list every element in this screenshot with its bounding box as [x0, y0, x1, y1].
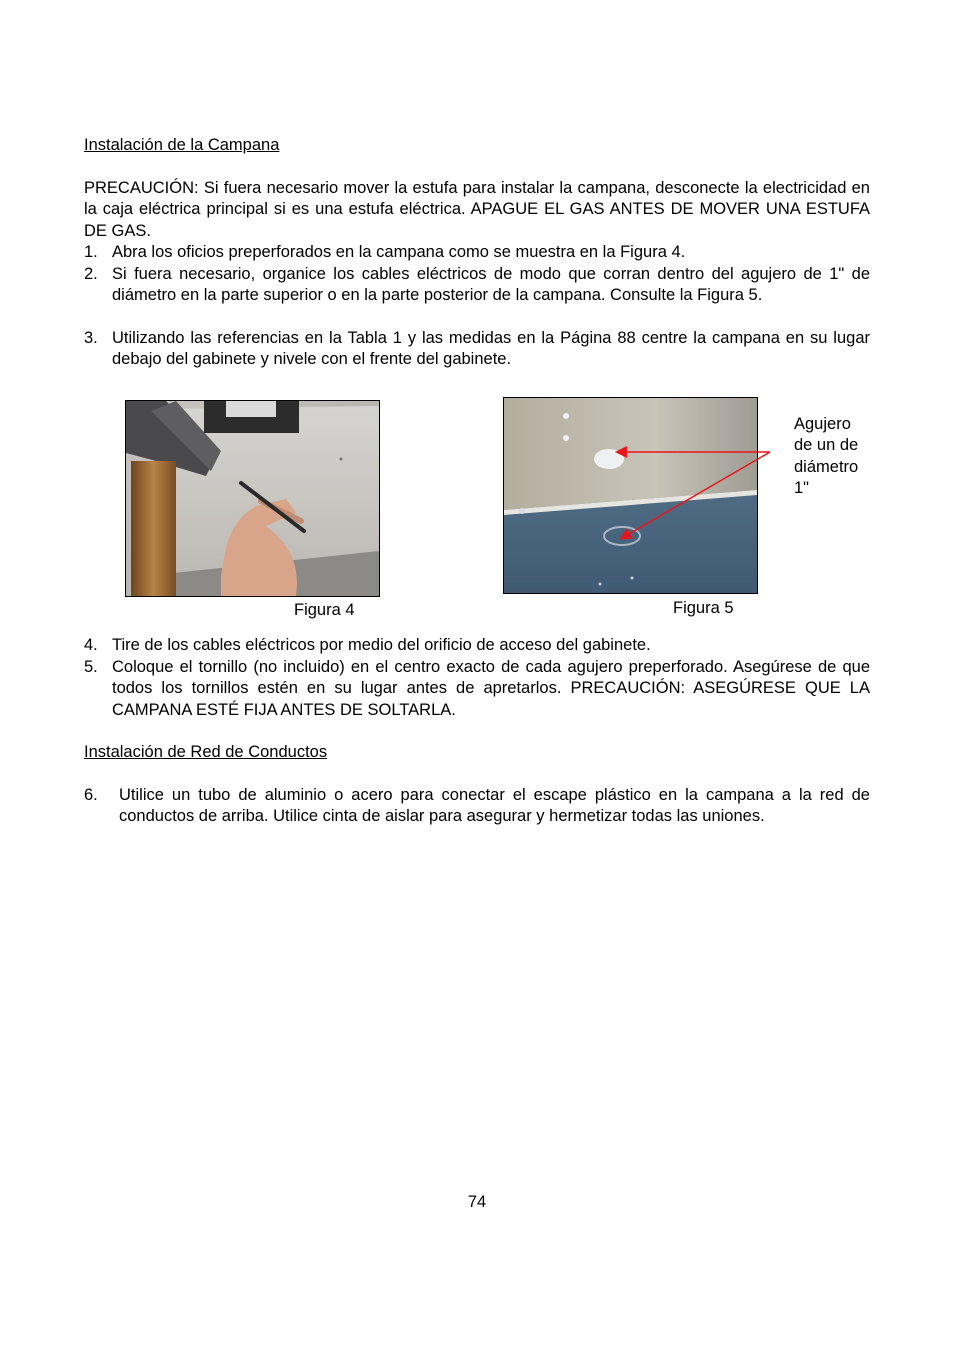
list-item-text: Coloque el tornillo (no incluido) en el centro exacto de cada agujero preperforado. Asegúrese de que todos los tornillos estén en su lugar antes de apretarlos. PRECAUCIÓN: ASEGÚRESE QUE LA CAMPANA ESTÉ FIJA ANTES DE SOLTARLA.	[112, 658, 870, 719]
list-item-text: Utilice un tubo de aluminio o acero para conectar el escape plástico en la campana a la red de conductos de arriba. Utilice cinta de aislar para asegurar y hermetizar todas las uniones.	[119, 786, 870, 826]
list-item	[84, 635, 870, 657]
callout-line: de un de	[794, 436, 859, 455]
callout-line: diámetro	[794, 457, 859, 476]
figure-4-photo	[125, 400, 380, 597]
list-item	[84, 657, 870, 721]
list-item-number: 4.	[84, 636, 98, 654]
caution-paragraph: PRECAUCIÓN: Si fuera necesario mover la estufa para instalar la campana, desconecte la electricidad en la caja eléctrica principal si es una estufa eléctrica. APAGUE EL GAS ANTES DE MOVER UNA ESTUFA DE GAS.	[84, 179, 870, 240]
list-item-number: 3.	[84, 329, 98, 347]
callout-line: Agujero	[794, 415, 851, 433]
list-item-text: Tire de los cables eléctricos por medio del orificio de acceso del gabinete.	[112, 636, 651, 654]
callout-line: 1"	[794, 478, 810, 497]
figure-4-illustration	[126, 401, 379, 596]
callout-arrows	[600, 440, 780, 545]
figure-4-caption: Figura 4	[294, 601, 355, 619]
page-number: 74	[467, 1193, 487, 1211]
list-item-number: 5.	[84, 658, 98, 676]
list-item	[84, 264, 870, 328]
list-item	[84, 328, 870, 371]
list-item-number: 6.	[84, 786, 98, 804]
list-item-text: Si fuera necesario, organice los cables eléctricos de modo que corran dentro del agujero de 1" de diámetro en la parte superior o en la parte posterior de la campana. Consulte la Figura 5.	[112, 265, 870, 305]
list-item	[84, 242, 870, 264]
figure-5-caption: Figura 5	[673, 599, 734, 617]
section-heading-hood-installation: Instalación de la Campana	[84, 136, 280, 154]
list-item-text: Utilizando las referencias en la Tabla 1 y las medidas en la Página 88 centre la campana en su lugar debajo del gabinete y nivele con el frente del gabinete.	[112, 329, 870, 369]
callout-arrow-bottom	[622, 452, 770, 538]
hole-callout-label	[794, 414, 858, 499]
list-item-text: Abra los oficios preperforados en la campana como se muestra en la Figura 4.	[112, 243, 686, 261]
list-item-number: 1.	[84, 243, 98, 261]
section-heading-ductwork-installation: Instalación de Red de Conductos	[84, 743, 328, 761]
list-item-number: 2.	[84, 265, 98, 283]
list-item	[84, 785, 870, 849]
